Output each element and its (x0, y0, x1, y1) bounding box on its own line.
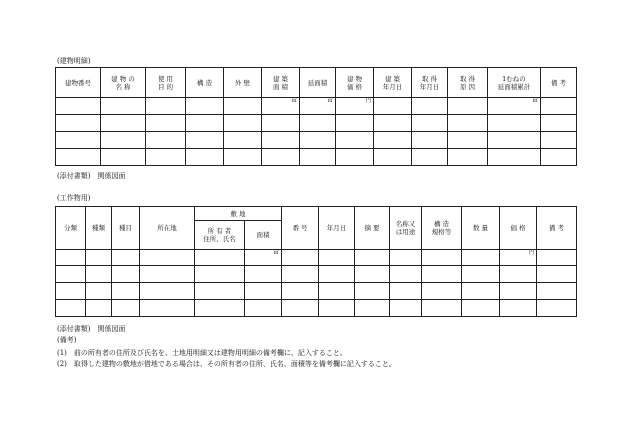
header-item: 種目 (112, 207, 140, 250)
table-row (56, 98, 577, 115)
note-item: (2) 取得した建物の敷地が借地である場合は、その所有者の住所、氏名、面積等を備考欄に記入すること。 (57, 360, 396, 368)
unit-sqm: ㎡ (262, 98, 300, 115)
header-cumulative-area: 1むねの 延面積累計 (488, 68, 541, 98)
building-table (55, 67, 577, 166)
header-construction-date: 建 築 年月日 (374, 68, 412, 98)
header-land: 敷 地 (195, 207, 282, 221)
notes-title: (備考) (57, 336, 77, 344)
header-name-use: 名称又 は用途 (390, 207, 422, 250)
works-section-title: (工作物用) (57, 194, 91, 202)
header-building-name: 建 物 の 名 称 (101, 68, 146, 98)
header-building-number: 建物番号 (56, 68, 101, 98)
building-attachments: (添付書類) 関係図面 (57, 172, 126, 180)
table-row (56, 300, 577, 317)
header-floor-area: 延面積 (300, 68, 336, 98)
table-row (56, 132, 577, 149)
header-purpose: 使 用 目 的 (146, 68, 186, 98)
building-section-title: (建物明細) (57, 57, 91, 65)
table-row (56, 283, 577, 300)
header-land-area: 面積 (245, 221, 282, 250)
header-building-area: 建 築 面 積 (262, 68, 300, 98)
header-owner: 所 有 者 住所、氏名 (195, 221, 245, 250)
unit-sqm: ㎡ (488, 98, 541, 115)
header-location: 所在地 (140, 207, 195, 250)
header-structure: 構 造 (186, 68, 224, 98)
unit-sqm: ㎡ (300, 98, 336, 115)
unit-sqm: ㎡ (245, 250, 282, 266)
header-date: 年月日 (319, 207, 355, 250)
table-row (56, 149, 577, 166)
header-remarks: 備 考 (537, 207, 577, 250)
works-attachments: (添付書類) 関係図面 (57, 325, 126, 333)
unit-yen: 円 (336, 98, 374, 115)
header-kind: 種類 (86, 207, 112, 250)
table-row (56, 115, 577, 132)
header-building-price: 建 物 価 格 (336, 68, 374, 98)
unit-yen: 円 (500, 250, 537, 266)
header-number: 番 号 (282, 207, 319, 250)
works-header-row (56, 207, 577, 221)
header-acquisition-cause: 取 得 原 因 (448, 68, 488, 98)
works-table (55, 206, 577, 317)
header-summary: 摘 要 (355, 207, 390, 250)
header-remarks: 備 考 (541, 68, 577, 98)
note-item: (1) 前の所有者の住所及び氏名を、土地用明細又は建物用明細の備考欄に、記入すること。 (57, 349, 347, 357)
header-structure-spec: 構 造 規格等 (422, 207, 462, 250)
header-quantity: 数 量 (462, 207, 500, 250)
header-price: 価 格 (500, 207, 537, 250)
header-type: 分類 (56, 207, 86, 250)
table-row (56, 250, 577, 266)
table-row (56, 266, 577, 283)
header-acquisition-date: 取 得 年月日 (412, 68, 448, 98)
building-header-row (56, 68, 577, 98)
header-exterior-wall: 外 壁 (224, 68, 262, 98)
